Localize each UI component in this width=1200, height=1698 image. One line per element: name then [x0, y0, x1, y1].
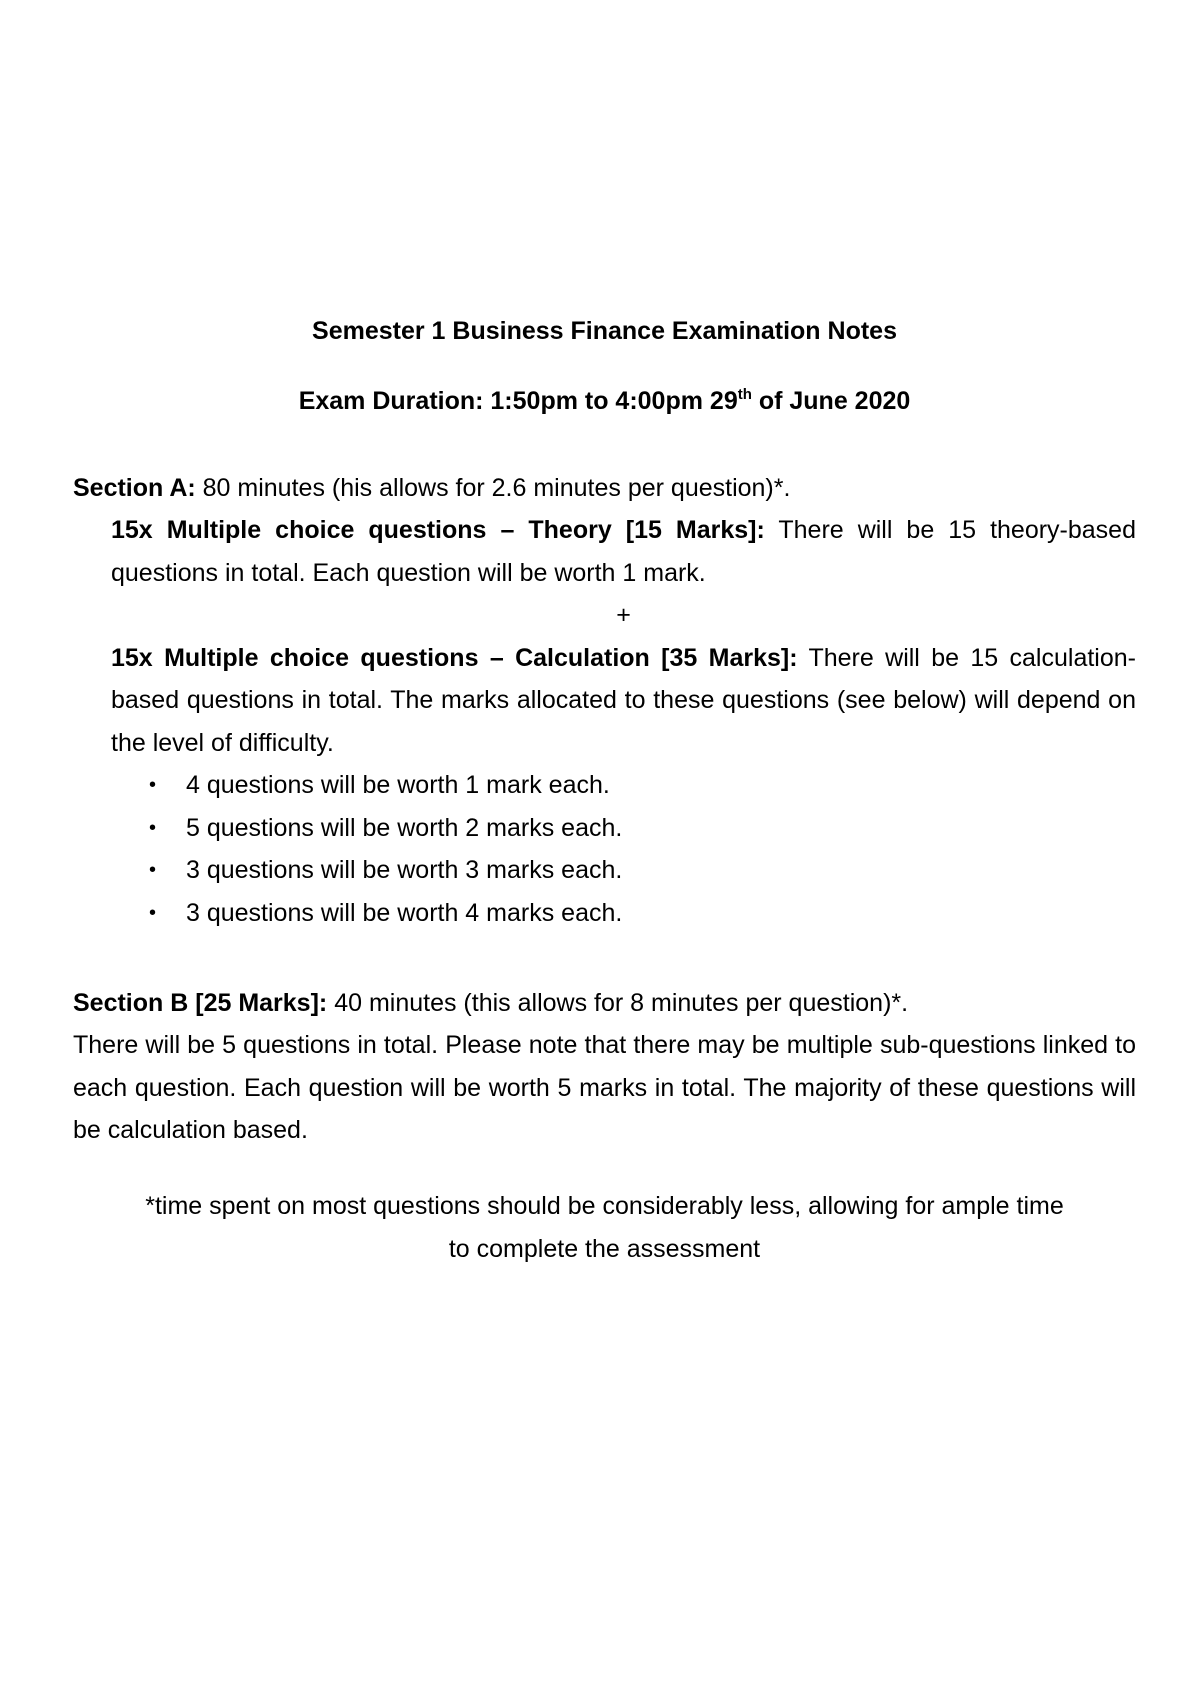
section-a-time: 80 minutes (his allows for 2.6 minutes per question)*. [195, 474, 791, 502]
bullet-icon: • [149, 901, 157, 924]
plus-separator: + [616, 601, 631, 629]
list-item-text: 3 questions will be worth 4 marks each. [186, 898, 623, 927]
bullet-icon: • [149, 774, 157, 796]
section-b-time: 40 minutes (this allows for 8 minutes per question)*. [327, 989, 909, 1017]
bullet-icon: • [149, 816, 157, 839]
theory-label: 15x Multiple choice questions – Theory [15 Marks]: [111, 516, 765, 544]
section-b-heading [73, 982, 1136, 1025]
section-b-label: Section B [25 Marks]: [73, 989, 328, 1017]
list-item-text: 4 questions will be worth 1 mark each. [186, 771, 610, 799]
list-item [111, 892, 1136, 935]
list-item-text: 5 questions will be worth 2 marks each. [186, 813, 623, 842]
footnote-line-2: to complete the assessment [448, 1234, 761, 1263]
marks-list [111, 764, 1136, 934]
bullet-icon: • [149, 859, 157, 881]
exam-duration-main: Exam Duration: 1:50pm to 4:00pm 29 [298, 387, 738, 415]
footnote-line-1: *time spent on most questions should be considerably less, allowing for ample time [145, 1192, 1064, 1220]
calculation-text: There will be 15 calculation-based questions in total. The marks allocated to these questions (see below) will depend on the level of difficulty. [111, 643, 1136, 757]
footnote [73, 1185, 1136, 1270]
section-a-body [111, 509, 1136, 934]
section-a-heading [73, 467, 1136, 510]
section-a-label: Section A: [73, 474, 196, 502]
theory-paragraph [111, 509, 1136, 594]
exam-duration [73, 380, 1136, 423]
exam-duration-tail: of June 2020 [751, 387, 911, 415]
theory-text: There will be 15 theory-based questions in total. Each question will be worth 1 mark. [111, 516, 1136, 587]
list-item [111, 764, 1136, 807]
section-b-body: There will be 5 questions in total. Please note that there may be multiple sub-questions linked to each question. Each question will be worth 5 marks in total. The majority of these questions will be calculation based. [73, 1031, 1136, 1144]
list-item [111, 849, 1136, 892]
list-item-text: 3 questions will be worth 3 marks each. [186, 856, 623, 884]
calculation-paragraph [111, 637, 1136, 765]
page-title: Semester 1 Business Finance Examination Notes [312, 317, 897, 345]
calculation-label: 15x Multiple choice questions – Calculation [35 Marks]: [111, 643, 798, 672]
exam-duration-ordinal: th [737, 386, 752, 403]
list-item [111, 807, 1136, 850]
